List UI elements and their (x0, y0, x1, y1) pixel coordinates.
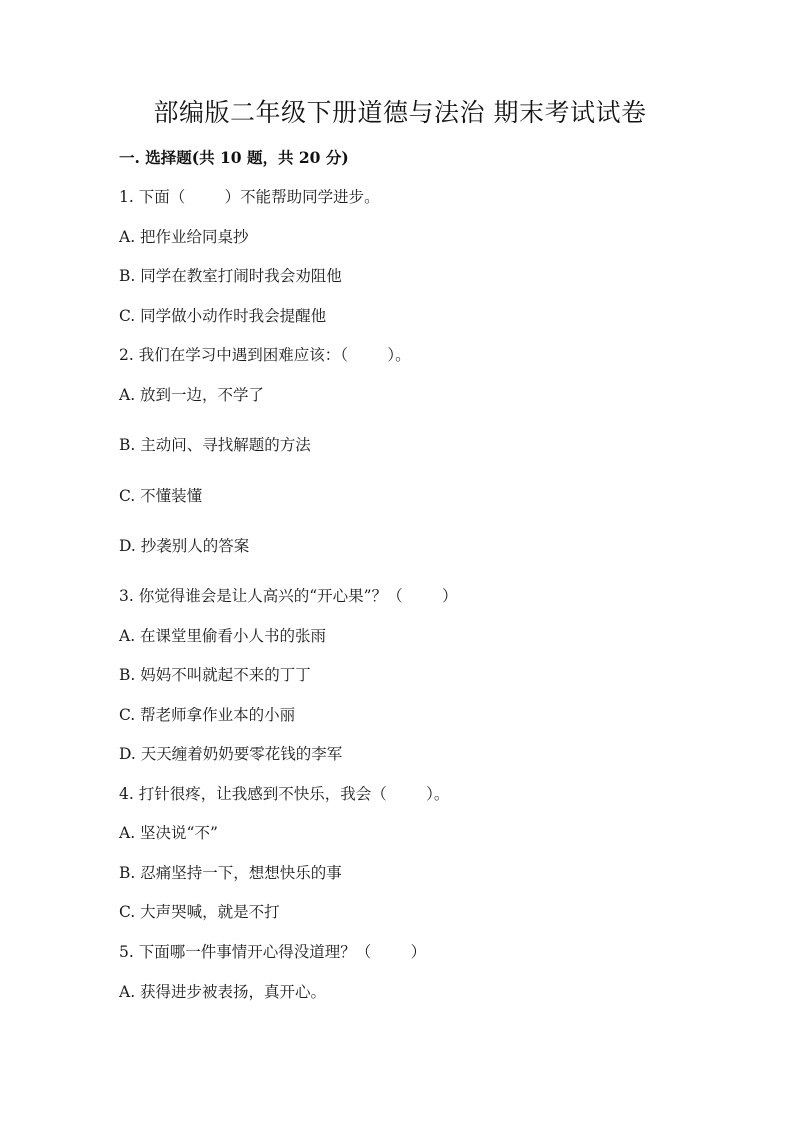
question-2-option-a: A. 放到一边，不学了 (119, 386, 265, 404)
question-1-option-a: A. 把作业给同桌抄 (119, 228, 249, 246)
question-3-option-b: B. 妈妈不叫就起不来的丁丁 (119, 666, 311, 684)
section-heading: 一. 选择题(共 10 题，共 20 分) (119, 148, 349, 167)
question-5-stem: 5. 下面哪一件事情开心得没道理？（ ） (119, 943, 427, 961)
question-3-option-c: C. 帮老师拿作业本的小丽 (119, 706, 296, 724)
question-3-stem: 3. 你觉得谁会是让人高兴的“开心果”？（ ） (119, 587, 458, 605)
question-5-option-a: A. 获得进步被表扬，真开心。 (119, 983, 327, 1001)
question-1-stem: 1. 下面（ ）不能帮助同学进步。 (119, 188, 380, 206)
question-4-option-b: B. 忍痛坚持一下，想想快乐的事 (119, 864, 342, 882)
question-4-option-c: C. 大声哭喊，就是不打 (119, 903, 280, 921)
question-1-option-b: B. 同学在教室打闹时我会劝阻他 (119, 267, 342, 285)
question-2-stem: 2. 我们在学习中遇到困难应该：（ ）。 (119, 346, 411, 364)
question-2-option-d: D. 抄袭别人的答案 (119, 537, 250, 555)
question-4-option-a: A. 坚决说“不” (119, 824, 218, 842)
question-3-option-a: A. 在课堂里偷看小人书的张雨 (119, 627, 327, 645)
question-1-option-c: C. 同学做小动作时我会提醒他 (119, 307, 327, 325)
exam-title: 部编版二年级下册道德与法治 期末考试试卷 (153, 98, 647, 127)
question-4-stem: 4. 打针很疼，让我感到不快乐，我会（ ）。 (119, 785, 450, 803)
question-2-option-c: C. 不懂装懂 (119, 487, 203, 505)
question-2-option-b: B. 主动问、寻找解题的方法 (119, 436, 311, 454)
question-3-option-d: D. 天天缠着奶奶要零花钱的李军 (119, 745, 343, 763)
